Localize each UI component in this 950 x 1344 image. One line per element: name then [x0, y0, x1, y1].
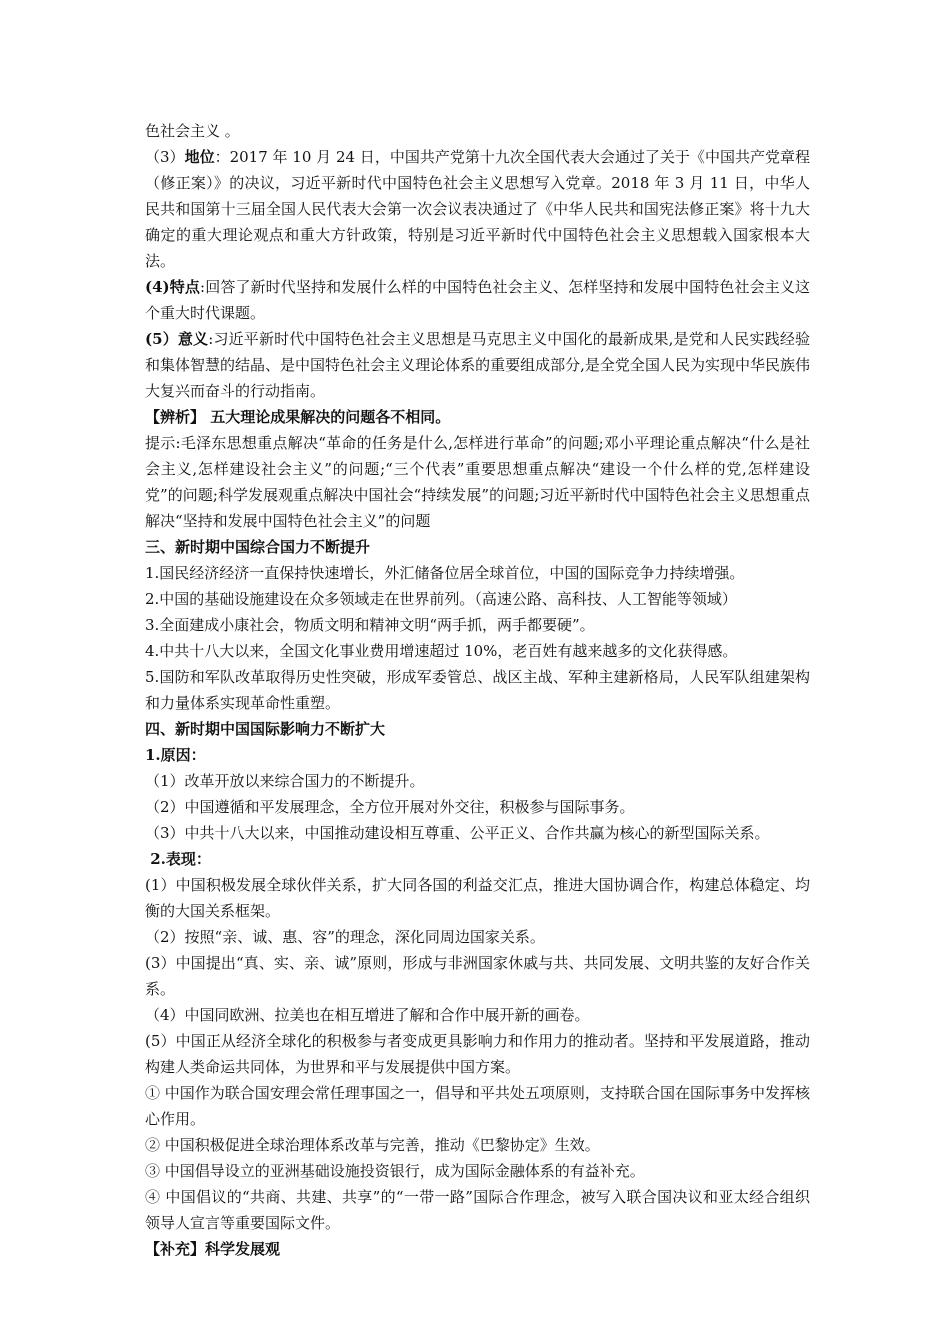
paragraph-significance: (5）意义:习近平新时代中国特色社会主义思想是马克思主义中国化的最新成果,是党和人民实践经验和集体智慧的结晶、是中国特色社会主义理论体系的重要组成部分,是全党全国人民为实现中华民族伟大复兴而奋斗的行动指南。: [145, 330, 810, 400]
list-item: （4）中国同欧洲、拉美也在相互增进了解和合作中展开新的画卷。: [145, 1006, 590, 1024]
label-significance: (5）意义: [145, 330, 209, 348]
list-item: （2）中国遵循和平发展理念，全方位开展对外交往，积极参与国际事务。: [145, 798, 635, 816]
list-item: ④ 中国倡议的“共商、共建、共享”的“一带一路”国际合作理念，被写入联合国决议和亚太经合组织领导人宣言等重要国际文件。: [145, 1188, 810, 1232]
list-item: (5）中国正从经济全球化的积极参与者变成更具影响力和作用力的推动者。坚持和平发展道路，推动构建人类命运共同体，为世界和平与发展提供中国方案。: [145, 1032, 810, 1076]
list-item: ② 中国积极促进全球治理体系改革与完善，推动《巴黎协定》生效。: [145, 1136, 600, 1154]
list-item: (3）中国提出“真、实、亲、诚”原则，形成与非洲国家休戚与共、共同发展、文明共鉴的友好合作关系。: [145, 954, 810, 998]
paragraph-feature: (4)特点:回答了新时代坚持和发展什么样的中国特色社会主义、怎样坚持和发展中国特色社会主义这个重大时代课题。: [145, 278, 811, 322]
list-item: （3）中共十八大以来，中国推动建设相互尊重、公平正义、合作共赢为核心的新型国际关系。: [145, 824, 770, 842]
list-item: （1）改革开放以来综合国力的不断提升。: [145, 772, 425, 790]
list-item: 4.中共十八大以来，全国文化事业费用增速超过 10%，老百姓有越来越多的文化获得感。: [145, 642, 738, 660]
list-item: (1）中国积极发展全球伙伴关系，扩大同各国的利益交汇点，推进大国协调合作，构建总体稳定、均衡的大国关系框架。: [145, 876, 810, 920]
document-page: [145, 118, 810, 1262]
subheading-reasons: 1.原因：: [145, 746, 206, 764]
list-item: 2.中国的基础设施建设在众多领域走在世界前列。（高速公路、高科技、人工智能等领域）: [145, 590, 737, 608]
list-item: 5.国防和军队改革取得历史性突破，形成军委管总、战区主战、军种主建新格局，人民军队组建架构和力量体系实现革命性重塑。: [145, 668, 810, 712]
analysis-heading: 【辨析】 五大理论成果解决的问题各不相同。: [145, 408, 451, 426]
list-item: 3.全面建成小康社会，物质文明和精神文明“两手抓，两手都要硬”。: [145, 616, 595, 634]
list-item: ① 中国作为联合国安理会常任理事国之一，倡导和平共处五项原则，支持联合国在国际事务中发挥核心作用。: [145, 1084, 810, 1128]
list-item: ③ 中国倡导设立的亚洲基础设施投资银行，成为国际金融体系的有益补充。: [145, 1162, 645, 1180]
paragraph-status: （3）地位：2017 年 10 月 24 日，中国共产党第十九次全国代表大会通过了关于《中国共产党章程（修正案）》的决议，习近平新时代中国特色社会主义思想写入党章。2018 年 3 月 11 日，中华人民共和国第十三届全国人民代表大会第一次会议表决通过了《中华人民共和国宪法修正案》将十九大确定的重大理论观点和重大方针政策，特别是习近平新时代中国特色社会主义思想载入国家根本大法。: [145, 148, 810, 270]
list-item: 1.国民经济经济一直保持快速增长，外汇储备位居全球首位，中国的国际竞争力持续增强。: [145, 564, 745, 582]
label-status: 地位: [184, 148, 215, 166]
list-item: （2）按照“亲、诚、惠、容”的理念，深化同周边国家关系。: [145, 928, 545, 946]
supplement-heading: 【补充】科学发展观: [145, 1240, 281, 1258]
subheading-manifestations: 2.表现：: [145, 850, 211, 868]
section-heading-4: 四、新时期中国国际影响力不断扩大: [145, 720, 386, 738]
analysis-hint: 提示:毛泽东思想重点解决“革命的任务是什么,怎样进行革命”的问题;邓小平理论重点解决“什么是社会主义,怎样建设社会主义”的问题;“三个代表”重要思想重点解决“建设一个什么样的党,怎样建设党”的问题;科学发展观重点解决中国社会“持续发展”的问题;习近平新时代中国特色社会主义思想重点解决“坚持和发展中国特色社会主义”的问题: [145, 434, 810, 530]
section-heading-3: 三、新时期中国综合国力不断提升: [145, 538, 371, 556]
paragraph-continuation: 色社会主义 。: [145, 122, 240, 140]
label-feature: (4)特点: [145, 278, 201, 296]
